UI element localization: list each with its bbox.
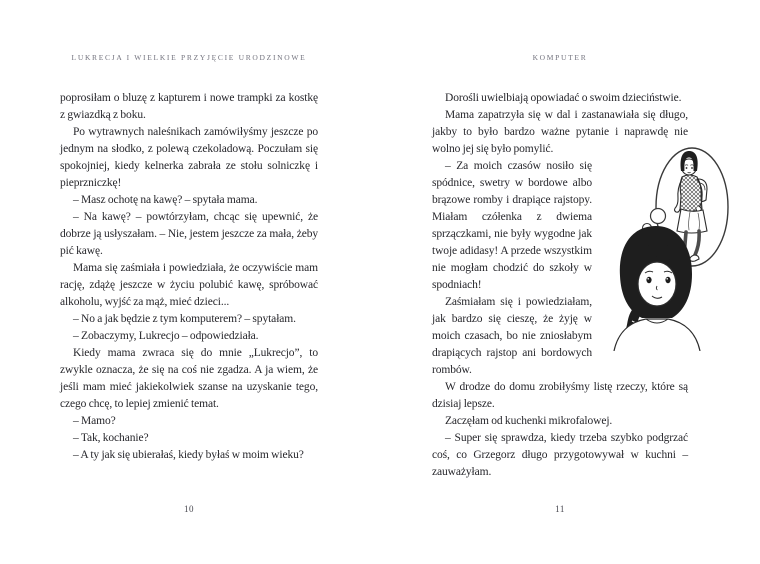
paragraph: – Na kawę? – powtórzyłam, chcąc się upewnić, że dobrze ją usłyszałam. – Nie, jestem jeszcze za mała, żeby pić kawę. xyxy=(60,211,318,257)
paragraph: Mama zapatrzyła się w dal i zastanawiała się długo, jakby to było bardzo ważne pytanie i naprawdę nie wolno jej się było pomylić. xyxy=(432,109,688,155)
paragraph: Mama się zaśmiała i powiedziała, że oczywiście mam rację, zdążę jeszcze w życiu polubić kawę, spróbować alkoholu, wyjść za mąż, mieć dzieci... xyxy=(60,262,318,308)
paragraph: poprosiłam o bluzę z kapturem i nowe trampki za kostkę z gwiazdką z boku. xyxy=(60,92,318,121)
paragraph: – No a jak będzie z tym komputerem? – spytałam. xyxy=(73,313,296,325)
paragraph: Zaczęłam od kuchenki mikrofalowej. xyxy=(445,415,613,427)
paragraph: W drodze do domu zrobiłyśmy listę rzeczy, które są dzisiaj lepsze. xyxy=(432,381,688,410)
paragraph: Zaśmiałam się i powiedziałam, jak bardzo się cieszę, że żyję w moich czasach, bo nie zniosłabym drapiących rajstop ani bordowych rombów. xyxy=(432,296,592,376)
left-page xyxy=(60,53,318,533)
paragraph: Dorośli uwielbiają opowiadać o swoim dzieciństwie. xyxy=(445,92,682,104)
paragraph: – Masz ochotę na kawę? – spytała mama. xyxy=(73,194,258,206)
paragraph: – A ty jak się ubierałaś, kiedy byłaś w moim wieku? xyxy=(73,449,304,461)
paragraph: – Tak, kochanie? xyxy=(73,432,149,444)
paragraph: Kiedy mama zwraca się do mnie „Lukrecjo”, to zwykle oznacza, że się na coś nie zgadza. A ja wiem, że jeśli mam mieć jakiekolwiek szanse na uzyskanie tego, czego chcę, to lepiej zmienić temat. xyxy=(60,347,318,410)
right-page xyxy=(432,53,688,533)
paragraph: – Za moich czasów nosiło się spódnice, swetry w bordowe albo brązowe romby i drapiące rajstopy. Miałam czółenka z dwiema sprzączkami, nie były wygodne jak twoje adidasy! A przede wszystkim nie mogłam chodzić do szkoły w spodniach! xyxy=(432,160,592,291)
left-running-header: LUKRECJA I WIELKIE PRZYJĘCIE URODZINOWE xyxy=(71,53,307,62)
right-page-text xyxy=(432,90,688,481)
right-page-number: 11 xyxy=(555,504,565,514)
paragraph: Po wytrawnych naleśnikach zamówiłyśmy jeszcze po jednym na słodko, z polewą czekoladową. Poczułam się spokojniej, kiedy kelnerka zabrała ze stołu solniczkę i pieprzniczkę! xyxy=(60,126,318,189)
right-running-header: KOMPUTER xyxy=(532,53,588,62)
paragraph: – Mamo? xyxy=(73,415,116,427)
left-page-text xyxy=(60,90,318,464)
left-page-number: 10 xyxy=(184,504,194,514)
paragraph: – Super się sprawdza, kiedy trzeba szybko podgrzać coś, co Grzegorz długo przygotowywał w kuchni – zauważyłam. xyxy=(432,432,688,478)
mother-childhood-thought-bubble-illustration xyxy=(602,146,742,351)
paragraph: – Zobaczymy, Lukrecjo – odpowiedziała. xyxy=(73,330,259,342)
